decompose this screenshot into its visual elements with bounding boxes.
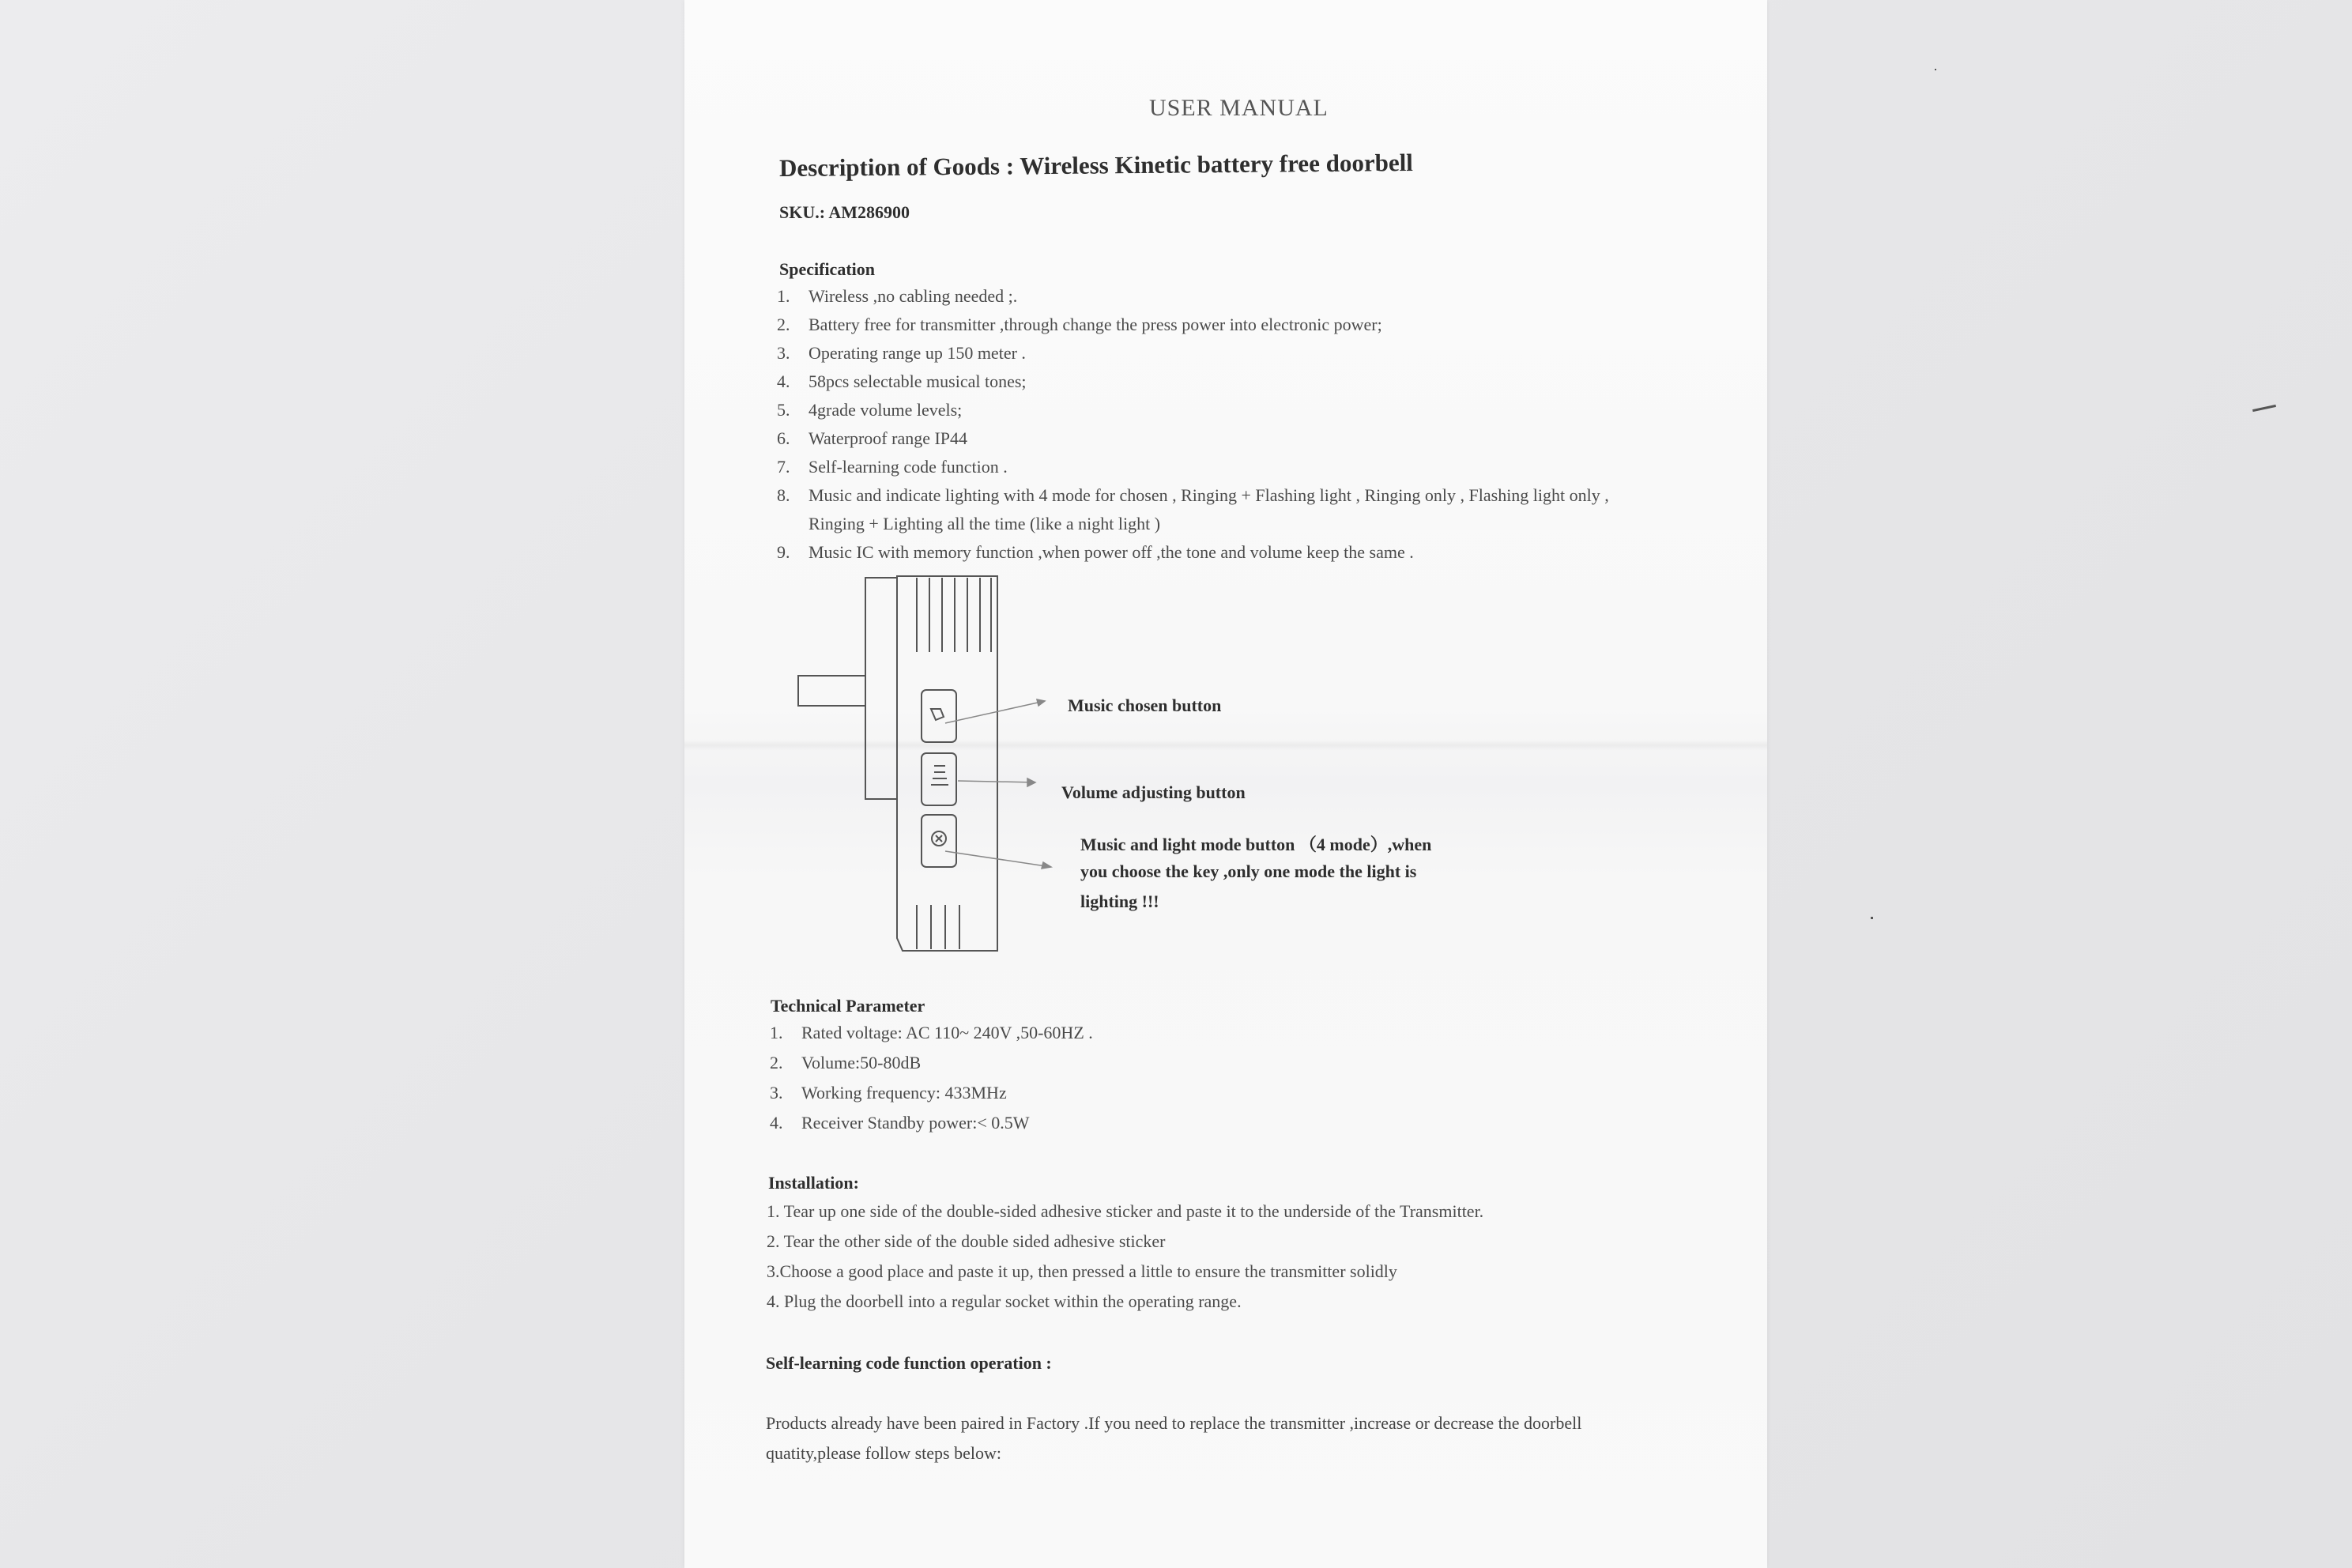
music-chosen-button-shape: [922, 690, 956, 742]
mode-button-label-line-2: you choose the key ,only one mode the light is: [1080, 861, 1417, 881]
background-speck: [2252, 405, 2276, 412]
specification-item-text: Wireless ,no cabling needed ;.: [808, 286, 1018, 306]
specification-item-text: Waterproof range IP44: [808, 428, 968, 448]
technical-item-number: 1.: [770, 1023, 783, 1042]
receiver-side-plate: [865, 578, 897, 799]
specification-item: [777, 485, 1609, 506]
technical-item-text: Rated voltage: AC 110~ 240V ,50-60HZ .: [801, 1023, 1093, 1042]
volume-bars-icon: [931, 766, 948, 785]
self-learning-body-line-2: quatity,please follow steps below:: [766, 1443, 1001, 1463]
mode-button-shape: [922, 815, 956, 867]
specification-item-number: 8.: [777, 485, 790, 505]
installation-step: 2. Tear the other side of the double sided adhesive sticker: [767, 1231, 1166, 1251]
specification-item-number: 5.: [777, 400, 790, 420]
self-learning-heading: Self-learning code function operation :: [766, 1353, 1052, 1373]
self-learning-body-line-1: Products already have been paired in Factory .If you need to replace the transmitter ,increase or decrease the doorbell: [766, 1413, 1582, 1433]
technical-item-text: Working frequency: 433MHz: [801, 1083, 1007, 1102]
technical-item-number: 4.: [770, 1113, 783, 1133]
specification-item: [777, 428, 967, 449]
receiver-diagram: [790, 573, 1106, 960]
technical-item: [770, 1113, 1030, 1133]
technical-item-text: Receiver Standby power:< 0.5W: [801, 1113, 1030, 1133]
specification-item: [777, 542, 1414, 563]
specification-item-text: Music and indicate lighting with 4 mode for chosen , Ringing + Flashing light , Ringing only , Flashing light only ,: [808, 485, 1609, 505]
specification-item-number: 9.: [777, 542, 790, 562]
specification-item-text: Battery free for transmitter ,through change the press power into electronic power;: [808, 315, 1382, 334]
technical-item: [770, 1023, 1093, 1043]
specification-item-number: 2.: [777, 315, 790, 334]
specification-item-text: Music IC with memory function ,when power off ,the tone and volume keep the same .: [808, 542, 1414, 562]
specification-item-number: 1.: [777, 286, 790, 306]
mode-button-label-line-1: Music and light mode button （4 mode）,when: [1080, 835, 1432, 854]
receiver-top-vents: [917, 578, 991, 652]
mode-button-label-line-3: lighting !!!: [1080, 891, 1159, 911]
specification-item-number: 7.: [777, 457, 790, 477]
music-chosen-button-label: Music chosen button: [1068, 695, 1222, 715]
technical-item-text: Volume:50-80dB: [801, 1053, 922, 1072]
receiver-bottom-vents: [917, 905, 959, 949]
specification-item-text: 4grade volume levels;: [808, 400, 963, 420]
specification-item: [777, 400, 962, 420]
background-speck: [1935, 69, 1936, 70]
specification-item-number: 4.: [777, 371, 790, 391]
plug-prong: [798, 676, 865, 706]
manual-title: USER MANUAL: [1149, 95, 1329, 121]
volume-adjusting-button-label: Volume adjusting button: [1061, 782, 1246, 802]
specification-item: [777, 457, 1008, 477]
goods-description: Description of Goods : Wireless Kinetic battery free doorbell: [778, 149, 1413, 182]
specification-item: [777, 315, 1382, 335]
receiver-body-outline: [897, 576, 997, 951]
background-speck: [1871, 917, 1873, 919]
technical-item: [770, 1053, 921, 1073]
specification-item-number: 3.: [777, 343, 790, 363]
specification-item: [777, 514, 1160, 534]
specification-item: [777, 343, 1026, 364]
music-note-icon: [931, 709, 944, 720]
specification-item: [777, 371, 1027, 392]
specification-item-text: Ringing + Lighting all the time (like a night light ): [808, 514, 1161, 533]
sku-line: SKU.: AM286900: [779, 202, 910, 222]
technical-item: [770, 1083, 1007, 1103]
installation-step: 3.Choose a good place and paste it up, then pressed a little to ensure the transmitter solidly: [767, 1261, 1397, 1281]
installation-step: 4. Plug the doorbell into a regular socket within the operating range.: [767, 1291, 1242, 1311]
technical-item-number: 3.: [770, 1083, 783, 1102]
specification-item: [777, 286, 1017, 307]
specification-item-text: Self-learning code function .: [808, 457, 1008, 477]
technical-item-number: 2.: [770, 1053, 783, 1072]
installation-heading: Installation:: [768, 1173, 859, 1193]
specification-heading: Specification: [779, 259, 875, 279]
specification-item-text: 58pcs selectable musical tones;: [808, 371, 1027, 391]
technical-heading: Technical Parameter: [771, 996, 925, 1016]
installation-step: 1. Tear up one side of the double-sided adhesive sticker and paste it to the underside of the Transmitter.: [767, 1201, 1484, 1221]
specification-item-text: Operating range up 150 meter .: [808, 343, 1026, 363]
specification-item-number: 6.: [777, 428, 790, 448]
